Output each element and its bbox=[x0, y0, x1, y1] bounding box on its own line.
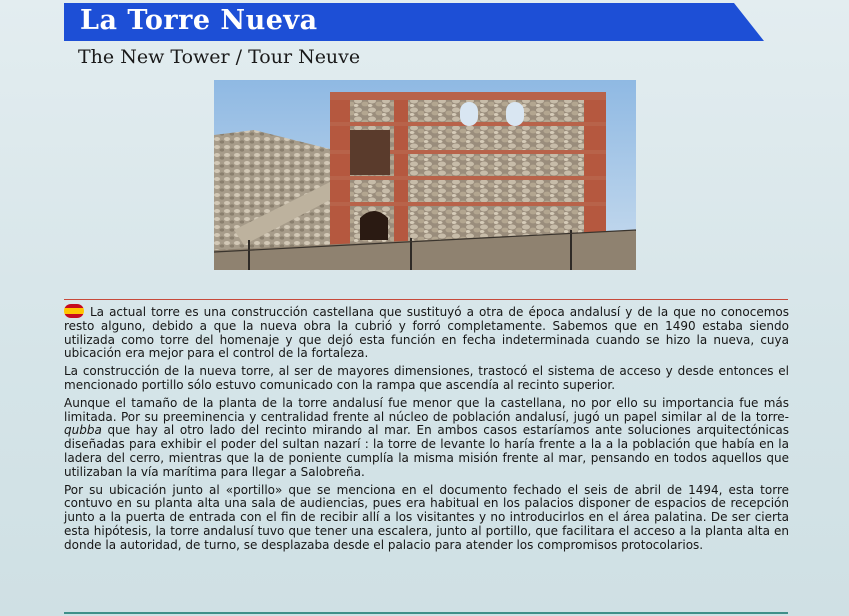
tower-illustration bbox=[214, 80, 636, 270]
paragraph-4: Por su ubicación junto al «portillo» que se menciona en el documento fechado el seis de abril de 1494, esta torre contuvo en su planta alta una sala de audiencias, pues era habitual en los palacios disponer de espacios de recepción junto a la puerta de entrada con el fin de recibir allí a los visitantes y no introducirlos en el área palatina. De ser cierta esta hipótesis, la torre andalusí tuvo que tener una escalera, junto al portillo, que facilitara el acceso a la planta alta en donde la autoridad, de turno, se desplazaba desde el palacio para atender los compromisos protocolarios. bbox=[64, 482, 789, 552]
tower-photo bbox=[214, 80, 636, 270]
divider-top bbox=[64, 299, 788, 300]
paragraph-1: La actual torre es una construcción castellana que sustituyó a otra de época andalusí y de la que no conocemos resto alguno, debido a que la nueva obra la cubrió y forró completamente. Sabemos que en 1490 estaba siendo utilizada como torre del homenaje y que dejó esta función en fecha indeterminada cuando se hizo la nueva, cuya ubicación era mejor para el control de la fortaleza. bbox=[64, 305, 789, 361]
paragraph-3: Aunque el tamaño de la planta de la torre andalusí fue menor que la castellana, no por ello su importancia fue más limitada. Por su preeminencia y centralidad frente al núcleo de población andalusí, jugó un papel similar al de la torre-qubba que hay al otro lado del recinto mirando al mar. En ambos casos estaríamos ante soluciones arquitectónicas diseñadas para exhibir el poder del sultan nazarí : la torre de levante lo haría frente a la a la población que había en la ladera del cerro, mientras que la de poniente cumplía la misma misión frente al mar, pensando en todos aquellos que utilizaban la vía marítima para llegar a Salobreña. bbox=[64, 395, 789, 479]
paragraph-2: La construcción de la nueva torre, al ser de mayores dimensiones, trastocó el sistema de acceso y desde entonces el mencionado portillo sólo estuvo comunicado con la rampa que ascendía al recinto superior. bbox=[64, 364, 789, 392]
spanish-flag-icon bbox=[64, 304, 84, 318]
page-subtitle: The New Tower / Tour Neuve bbox=[78, 46, 361, 68]
body-text bbox=[64, 304, 789, 557]
divider-bottom bbox=[64, 612, 788, 614]
page-title: La Torre Nueva bbox=[80, 5, 318, 36]
